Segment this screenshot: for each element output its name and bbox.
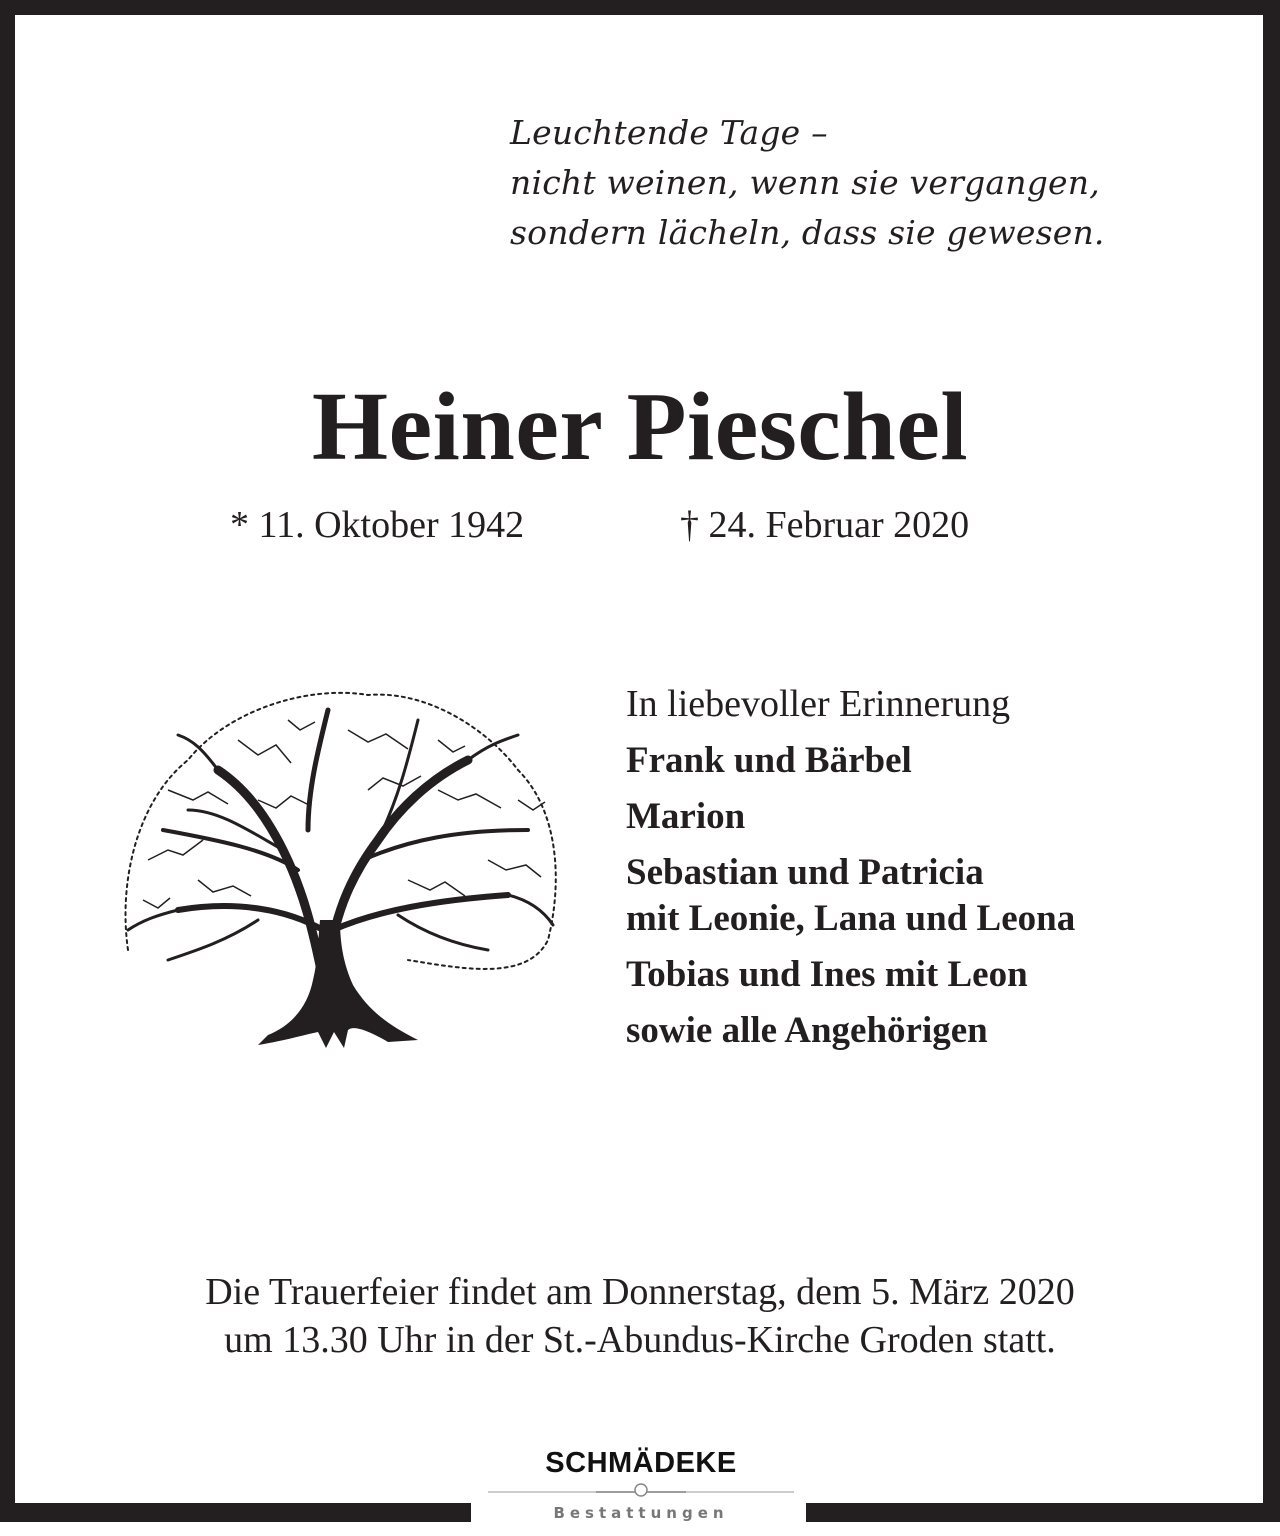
death-date: † 24. Februar 2020 [680,504,970,546]
ornament-divider-icon [486,1481,796,1501]
frame-border-bottom-left [0,1503,471,1522]
funeral-home-subtitle: Bestattungen [553,1504,729,1522]
mourners-intro: In liebevoller Erinnerung [626,683,1011,725]
mourner-line: Sebastian und Patricia [626,852,984,893]
tree-icon [108,680,568,1060]
mourners-list [626,678,1075,1054]
birth-date: * 11. Oktober 1942 [230,504,525,546]
epigraph-quote [510,108,1105,258]
ceremony-line: Die Trauerfeier findet am Donnerstag, dem 5. März 2020 [205,1271,1075,1313]
mourner-line: Tobias und Ines mit Leon [626,954,1028,995]
quote-line: nicht weinen, wenn sie vergangen, [510,163,1100,202]
mourner-line: Marion [626,796,746,837]
funeral-home-logo [486,1445,796,1536]
deceased-name: Heiner Pieschel [311,373,969,481]
ceremony-line: um 13.30 Uhr in der St.-Abundus-Kirche Groden statt. [224,1319,1056,1361]
ceremony-notice [0,1268,1280,1364]
mourner-line: mit Leonie, Lana und Leona [626,898,1076,939]
quote-line: Leuchtende Tage – [510,113,828,152]
mourner-line: Frank und Bärbel [626,740,912,781]
funeral-home-name: SCHMÄDEKE [545,1447,737,1479]
frame-border-bottom-right [806,1503,1280,1522]
frame-border-top [0,0,1280,15]
mourner-line: sowie alle Angehörigen [626,1010,988,1051]
quote-line: sondern lächeln, dass sie gewesen. [510,213,1105,252]
